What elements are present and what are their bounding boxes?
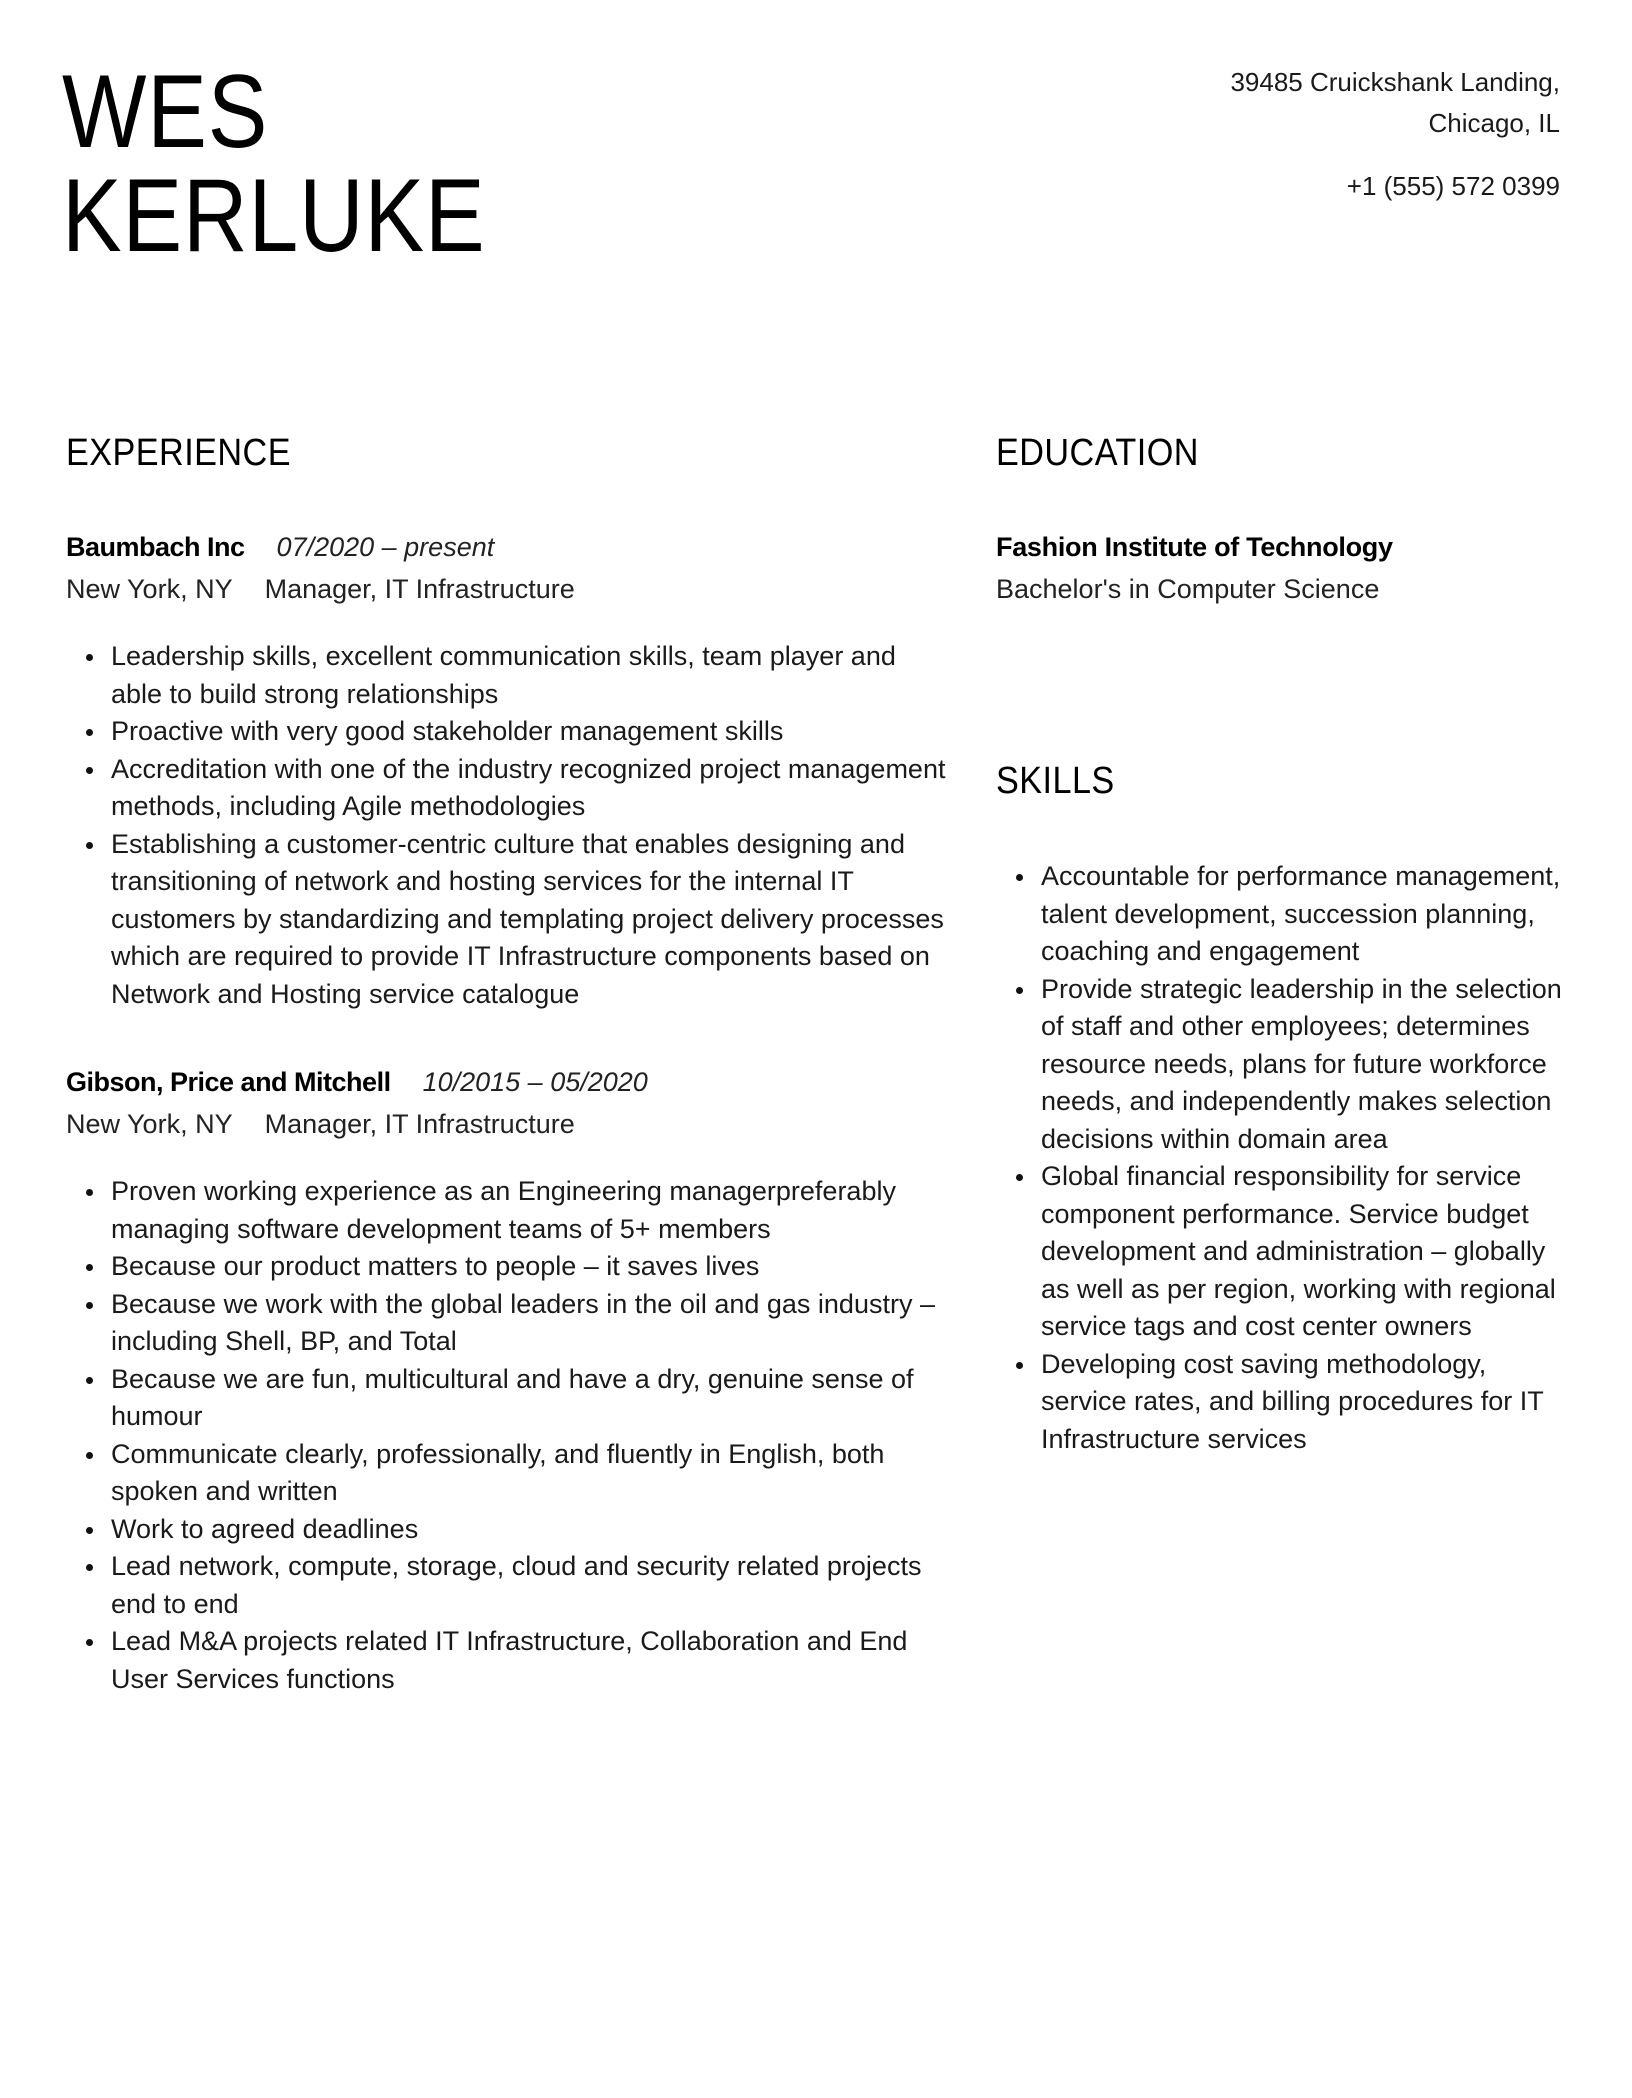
job-subheader <box>66 568 946 610</box>
last-name: KERLUKE <box>62 158 486 274</box>
job-location: New York, NY <box>66 574 233 604</box>
candidate-name <box>62 54 486 274</box>
job-subheader <box>66 1103 946 1145</box>
right-column <box>996 428 1576 1458</box>
experience-heading: EXPERIENCE <box>66 432 291 474</box>
list-item: Establishing a customer-centric culture that enables designing and transitioning of network and hosting services for the internal IT customers by standardizing and templating project delivery processes which are required to provide IT Infrastructure components based on Network and Hosting service catalogue <box>66 826 946 1014</box>
list-item: Developing cost saving methodology, service rates, and billing procedures for IT Infrastructure services <box>996 1346 1576 1459</box>
job-bullet-list <box>66 638 946 1013</box>
job-entry <box>66 526 946 1013</box>
address-line-2: Chicago, IL <box>1428 108 1560 138</box>
job-entry <box>66 1061 946 1698</box>
list-item: Lead network, compute, storage, cloud and security related projects end to end <box>66 1548 946 1623</box>
company-name: Gibson, Price and Mitchell <box>66 1067 391 1097</box>
skills-bullet-list <box>996 858 1576 1458</box>
list-item: Accountable for performance management, talent development, succession planning, coaching and engagement <box>996 858 1576 971</box>
first-name: WES <box>62 54 269 170</box>
job-dates: 10/2015 – 05/2020 <box>422 1067 648 1097</box>
list-item: Proactive with very good stakeholder management skills <box>66 713 946 751</box>
list-item: Work to agreed deadlines <box>66 1511 946 1549</box>
list-item: Because we work with the global leaders in the oil and gas industry – including Shell, BP, and Total <box>66 1286 946 1361</box>
job-title: Manager, IT Infrastructure <box>264 574 575 604</box>
list-item: Because our product matters to people – it saves lives <box>66 1248 946 1286</box>
job-location: New York, NY <box>66 1109 233 1139</box>
job-header <box>66 526 946 568</box>
job-dates: 07/2020 – present <box>276 532 495 562</box>
phone-number: +1 (555) 572 0399 <box>1346 171 1560 201</box>
job-header <box>66 1061 946 1103</box>
list-item: Provide strategic leadership in the selection of staff and other employees; determines resource needs, plans for future workforce needs, and independently makes selection decisions within domain area <box>996 971 1576 1159</box>
experience-section <box>66 428 946 1698</box>
skills-heading: SKILLS <box>996 760 1115 802</box>
address-line-1: 39485 Cruickshank Landing, <box>1230 67 1560 97</box>
list-item: Communicate clearly, professionally, and fluently in English, both spoken and written <box>66 1436 946 1511</box>
school-name: Fashion Institute of Technology <box>996 532 1393 562</box>
list-item: Because we are fun, multicultural and have a dry, genuine sense of humour <box>66 1361 946 1436</box>
list-item: Leadership skills, excellent communication skills, team player and able to build strong relationships <box>66 638 946 713</box>
degree: Bachelor's in Computer Science <box>996 574 1380 604</box>
education-section <box>996 428 1576 610</box>
job-title: Manager, IT Infrastructure <box>264 1109 575 1139</box>
contact-info <box>1230 62 1560 207</box>
list-item: Global financial responsibility for service component performance. Service budget development and administration – globally as well as per region, working with regional service tags and cost center owners <box>996 1158 1576 1346</box>
education-heading: EDUCATION <box>996 432 1199 474</box>
list-item: Proven working experience as an Engineering managerpreferably managing software development teams of 5+ members <box>66 1173 946 1248</box>
list-item: Accreditation with one of the industry recognized project management methods, including Agile methodologies <box>66 751 946 826</box>
skills-section <box>996 756 1576 1458</box>
job-bullet-list <box>66 1173 946 1698</box>
company-name: Baumbach Inc <box>66 532 245 562</box>
education-entry <box>996 526 1576 610</box>
list-item: Lead M&A projects related IT Infrastructure, Collaboration and End User Services functions <box>66 1623 946 1698</box>
